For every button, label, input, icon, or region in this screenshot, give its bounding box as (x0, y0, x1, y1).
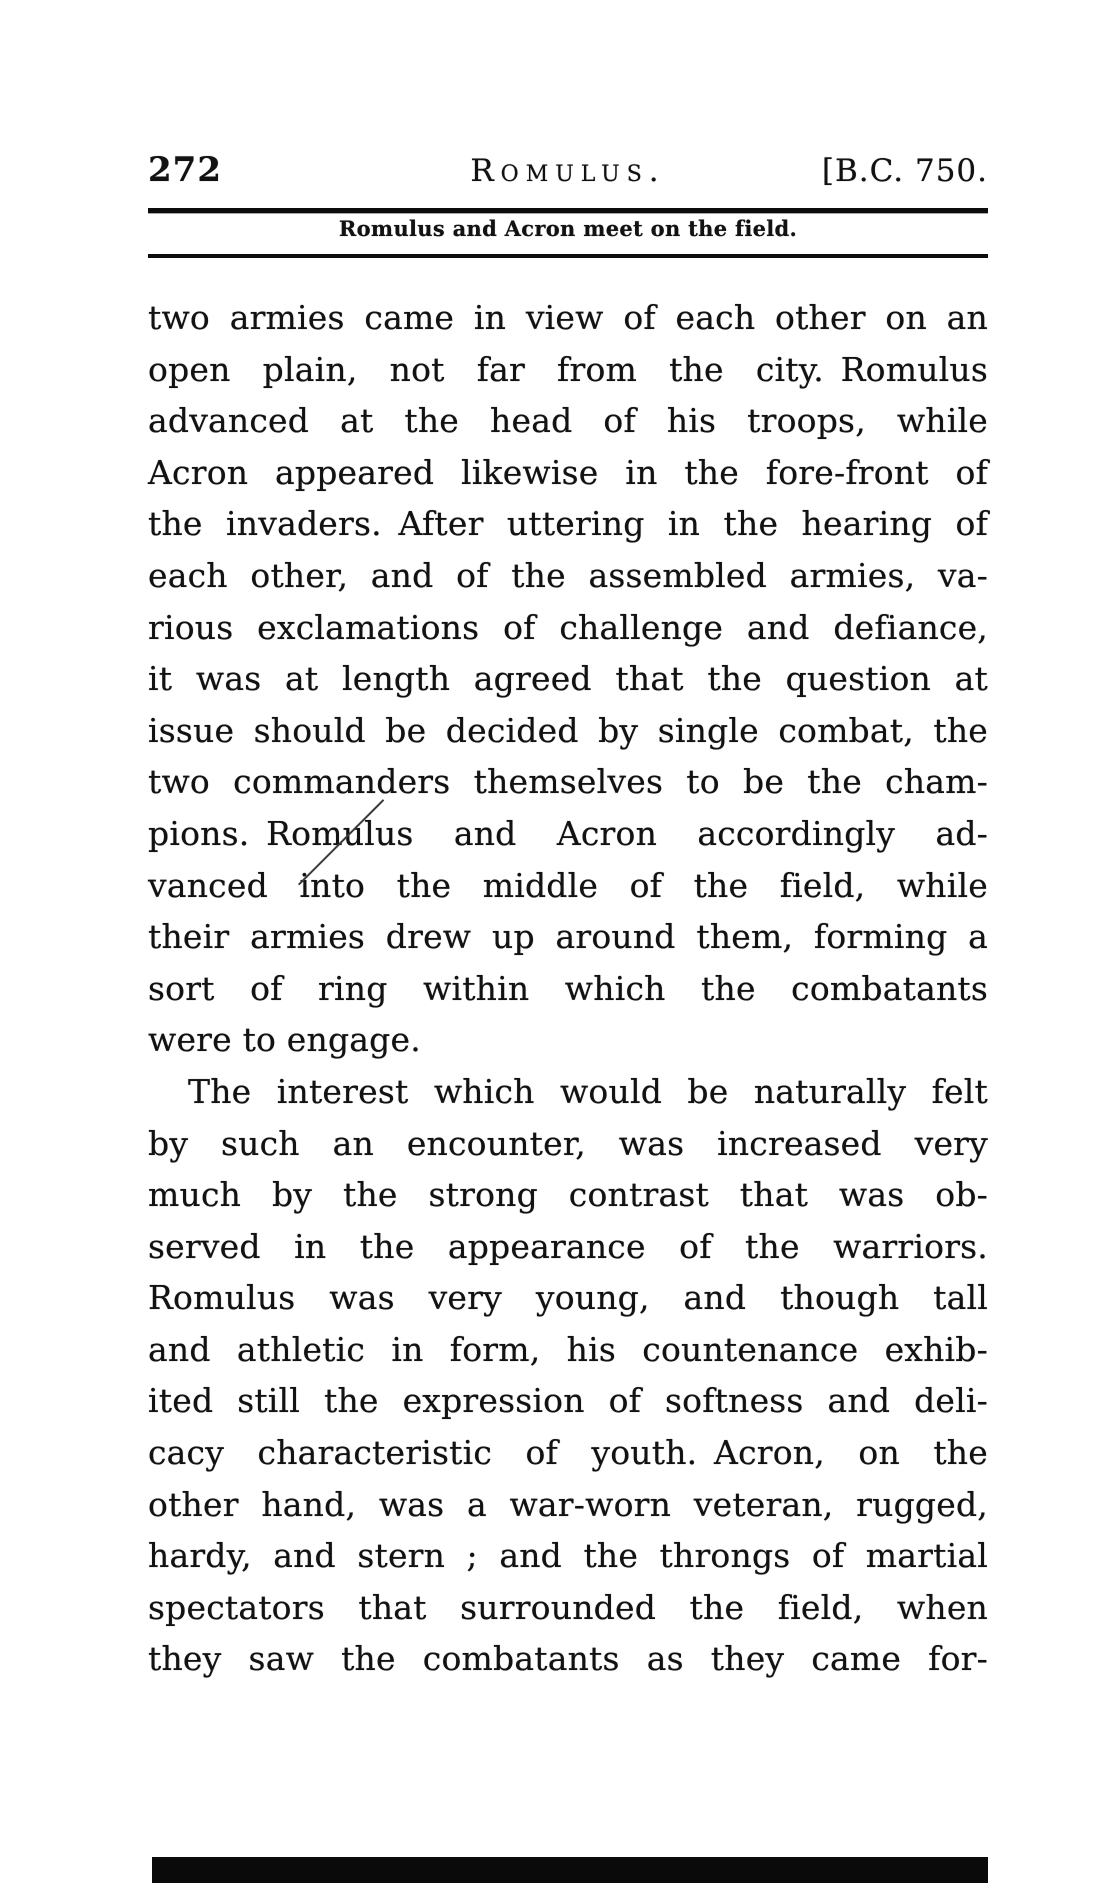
text-line: they saw the combatants as they came for- (148, 1639, 988, 1679)
text-line: pions. Romulus and Acron accordingly ad- (148, 813, 988, 853)
text-line: much by the strong contrast that was ob- (148, 1175, 988, 1215)
text-line: cacy characteristic of youth. Acron, on the (148, 1433, 988, 1473)
section-caption: Romulus and Acron meet on the field. (338, 216, 798, 241)
text-line: ited still the expression of softness and deli- (148, 1381, 988, 1421)
text-line: other hand, was a war-worn veteran, rugged, (148, 1484, 988, 1524)
text-line: their armies drew up around them, forming a (148, 917, 988, 957)
text-line: Romulus was very young, and though tall (148, 1278, 988, 1318)
text-line: hardy, and stern ; and the throngs of martial (148, 1536, 988, 1576)
text-line: each other, and of the assembled armies, va- (148, 555, 988, 595)
text-line: it was at length agreed that the question at (148, 659, 988, 699)
text-line: rious exclamations of challenge and defiance, (148, 607, 988, 647)
text-line: Acron appeared likewise in the fore-front of (148, 452, 988, 492)
divider-rule-bottom (148, 254, 988, 258)
divider-rule-top (148, 208, 988, 213)
running-title: Romulus. (470, 153, 666, 189)
text-line: and athletic in form, his countenance exhib- (148, 1329, 988, 1369)
text-line: were to engage. (148, 1020, 421, 1060)
text-line: spectators that surrounded the field, when (148, 1587, 988, 1627)
text-line: two commanders themselves to be the cham- (148, 762, 988, 802)
text-line: vanced into the middle of the field, while (148, 865, 988, 905)
text-line: issue should be decided by single combat, the (148, 710, 988, 750)
text-line: sort of ring within which the combatants (148, 968, 988, 1008)
text-line: by such an encounter, was increased very (148, 1123, 988, 1163)
text-line: the invaders. After uttering in the hearing of (148, 504, 988, 544)
text-line: The interest which would be naturally felt (188, 1071, 988, 1111)
page-number: 272 (148, 150, 222, 190)
text-line: served in the appearance of the warriors. (148, 1226, 988, 1266)
text-line: two armies came in view of each other on an (148, 298, 988, 337)
text-line: open plain, not far from the city. Romulus (148, 349, 988, 389)
body-text (148, 292, 988, 1685)
text-line: advanced at the head of his troops, while (148, 401, 988, 441)
date-marginal-note: [B.C. 750. (821, 153, 988, 189)
scan-shadow-bar (152, 1857, 988, 1883)
running-header (148, 150, 988, 190)
